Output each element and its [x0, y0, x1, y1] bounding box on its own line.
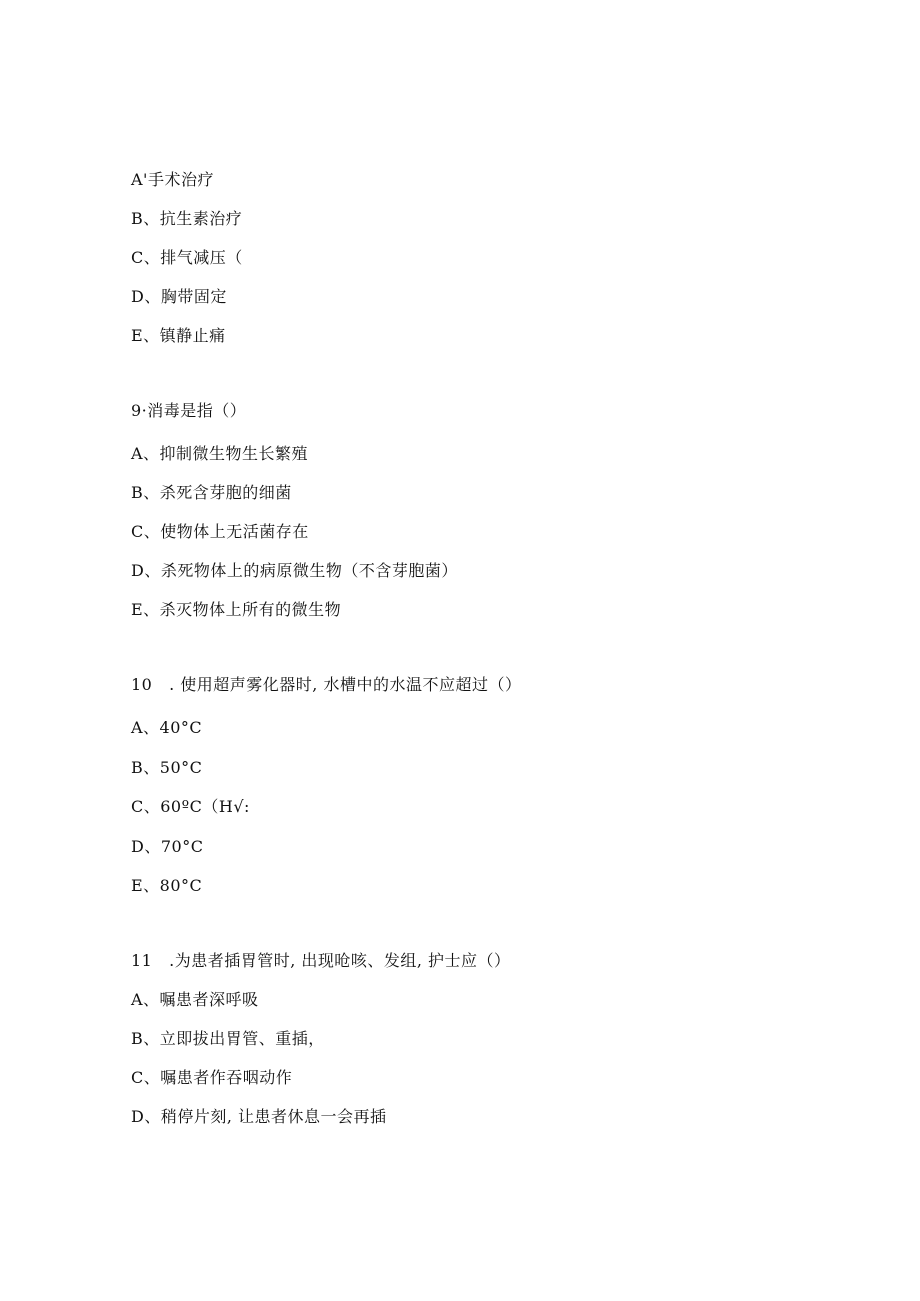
q9-option-b: B、杀死含芽胞的细菌 [131, 483, 292, 502]
q8-option-c: C、排气减压（ [131, 248, 243, 267]
q8-option-b: B、抗生素治疗 [131, 209, 243, 228]
q10-option-b: B、50°C [131, 758, 203, 777]
q11-option-c: C、嘱患者作吞咽动作 [131, 1068, 293, 1087]
q9-stem: 9·消毒是指（） [131, 401, 247, 420]
q9-option-a: A、抑制微生物生长繁殖 [131, 444, 309, 463]
q11-stem: 11 .为患者插胃管时, 出现呛咳、发组, 护士应（） [131, 951, 511, 970]
q9-option-e: E、杀灭物体上所有的微生物 [131, 600, 342, 619]
q11-option-d: D、稍停片刻, 让患者休息一会再插 [131, 1107, 387, 1126]
q10-option-c: C、60ºC（H√: [131, 797, 250, 816]
q8-option-e: E、镇静止痛 [131, 326, 226, 345]
q10-option-e: E、80°C [131, 876, 203, 895]
q9-option-c: C、使物体上无活菌存在 [131, 522, 309, 541]
q8-option-d: D、胸带固定 [131, 287, 227, 306]
q9-option-d: D、杀死物体上的病原微生物（不含芽胞菌） [131, 561, 458, 580]
q8-option-a: A'手术治疗 [131, 170, 214, 189]
q11-option-a: A、嘱患者深呼吸 [131, 990, 259, 1009]
q10-option-d: D、70°C [131, 837, 204, 856]
q11-option-b: B、立即拔出胃管、重插， [131, 1029, 325, 1048]
q10-option-a: A、40°C [131, 718, 203, 737]
q10-stem: 10 . 使用超声雾化器时, 水槽中的水温不应超过（） [131, 675, 522, 694]
